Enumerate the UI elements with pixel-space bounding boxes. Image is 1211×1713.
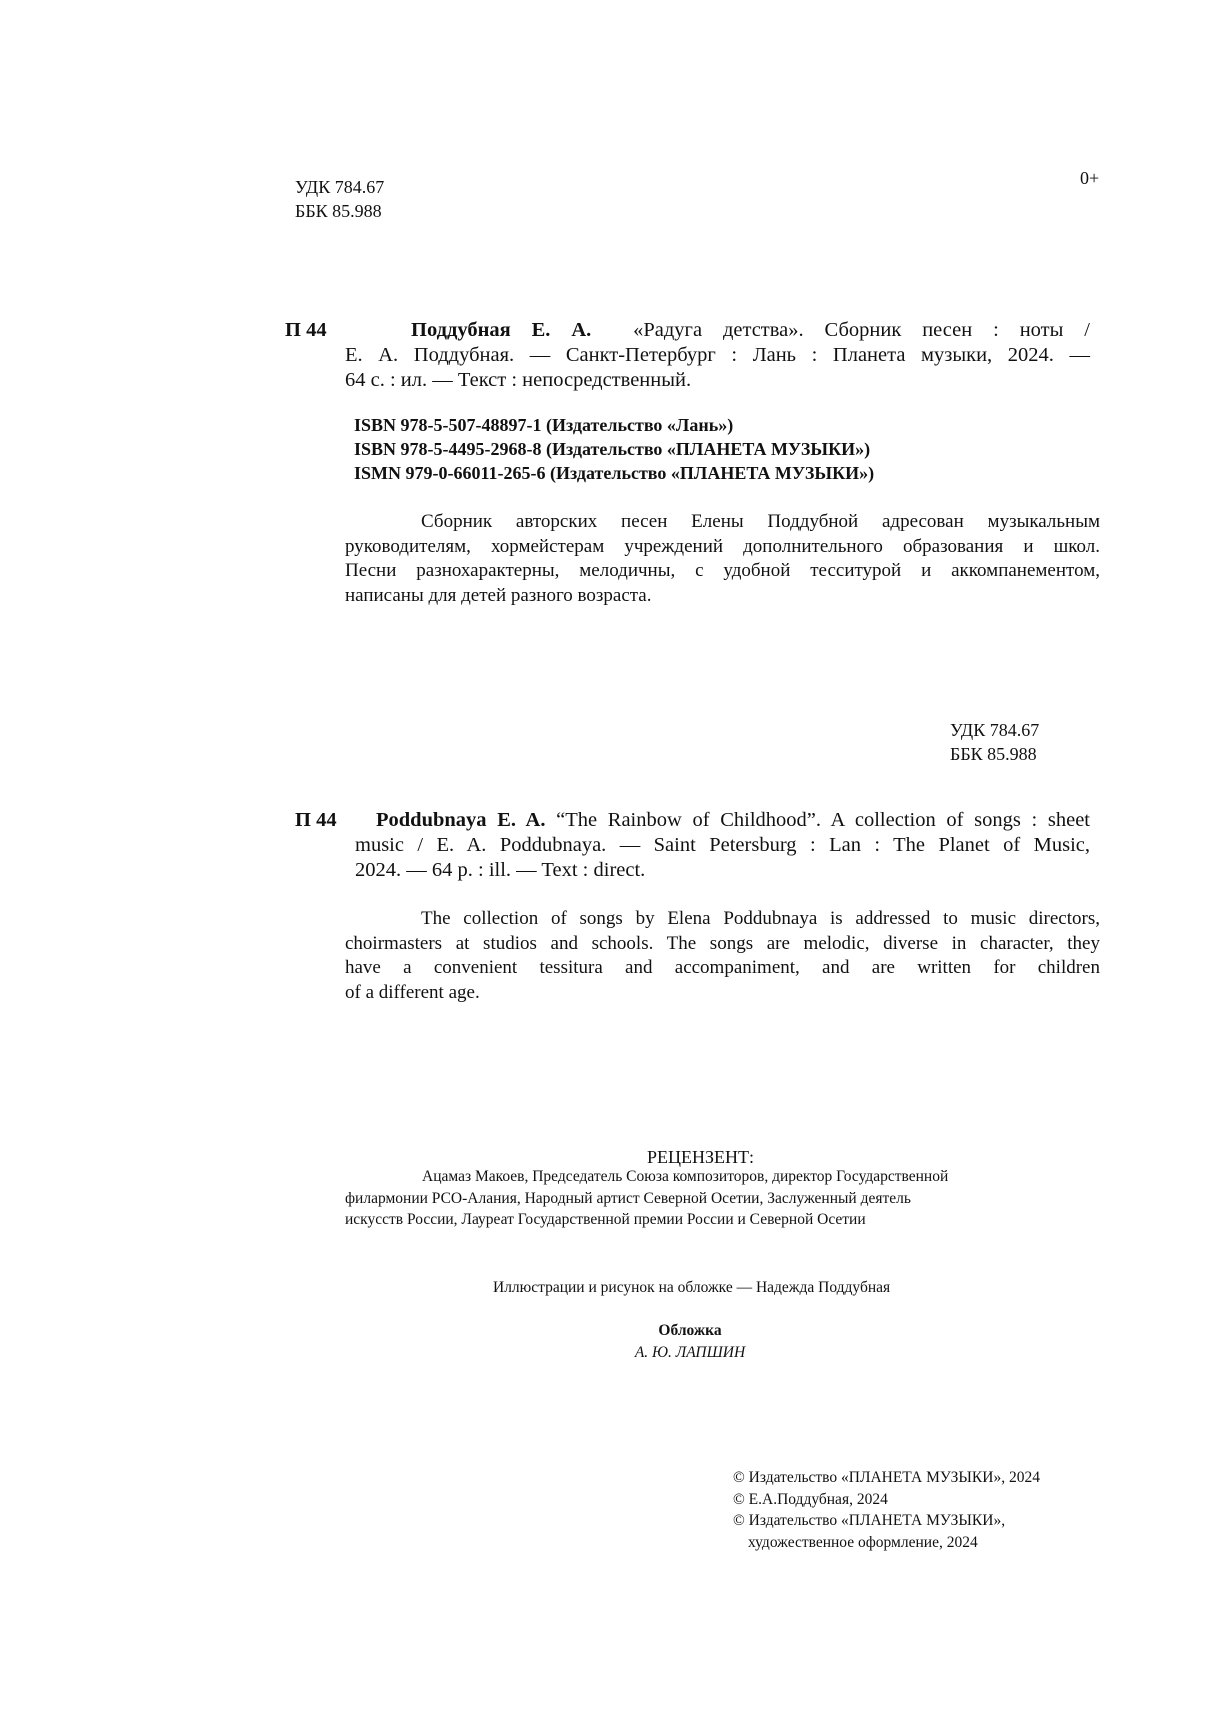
udk-code-2: УДК 784.67 <box>950 720 1040 740</box>
ru-record-line-2: Е. А. Поддубная. — Санкт-Петербург : Лань : Планета музыки, 2024. — <box>345 344 1090 366</box>
en-bibliographic-record <box>355 808 1090 883</box>
isbn-lan: ISBN 978-5-507-48897-1 (Издательство «Лань») <box>354 415 734 435</box>
age-rating: 0+ <box>1080 168 1100 188</box>
isbn-block <box>354 413 874 485</box>
en-record-title: “The Rainbow of Childhood”. A collection of songs : sheet <box>556 809 1091 831</box>
copyright-design: © Издательство «ПЛАНЕТА МУЗЫКИ», <box>733 1512 1006 1529</box>
en-record-author: Poddubnaya E. A. <box>376 809 546 831</box>
copyright-publisher: © Издательство «ПЛАНЕТА МУЗЫКИ», 2024 <box>733 1469 1040 1486</box>
isbn-planet: ISBN 978-5-4495-2968-8 (Издательство «ПЛАНЕТА МУЗЫКИ») <box>354 439 871 459</box>
reviewer-line-1: Ацамаз Макоев, Председатель Союза композиторов, директор Государственной <box>422 1168 949 1185</box>
classification-block-2 <box>950 718 1039 766</box>
en-annotation-line-3: have a convenient tessitura and accompaniment, and are written for children <box>345 957 1100 978</box>
ru-annotation-line-4: написаны для детей разного возраста. <box>345 584 652 606</box>
bbk-code-2: ББК 85.988 <box>950 744 1037 764</box>
copyright-block <box>733 1467 1040 1553</box>
reviewer-text <box>345 1166 1070 1231</box>
cover-credit <box>580 1320 800 1363</box>
en-annotation-line-4: of a different age. <box>345 981 480 1003</box>
ru-annotation-line-1: Сборник авторских песен Елены Поддубной адресован музыкальным <box>421 511 1100 532</box>
copyright-author: © Е.А.Поддубная, 2024 <box>733 1490 888 1508</box>
en-record-code: П 44 <box>295 809 337 831</box>
ru-record-line-3: 64 с. : ил. — Текст : непосредственный. <box>345 369 692 391</box>
en-record-line-2: music / E. A. Poddubnaya. — Saint Petersburg : Lan : The Planet of Music, <box>355 834 1090 856</box>
classification-block <box>295 175 384 223</box>
en-annotation-line-1: The collection of songs by Elena Poddubnaya is addressed to music directors, <box>421 908 1100 929</box>
ru-bibliographic-record <box>345 318 1090 393</box>
en-record-line-1 <box>355 808 1090 833</box>
ru-record-line-1 <box>345 318 1090 343</box>
en-annotation-line-2: choirmasters at studios and schools. The songs are melodic, diverse in character, they <box>345 932 1100 954</box>
udk-code: УДК 784.67 <box>295 177 385 197</box>
reviewer-line-2: филармонии РСО-Алания, Народный артист Северной Осетии, Заслуженный деятель <box>345 1189 911 1207</box>
reviewer-heading: РЕЦЕНЗЕНТ: <box>647 1147 755 1167</box>
ismn-planet: ISMN 979-0-66011-265-6 (Издательство «ПЛАНЕТА МУЗЫКИ») <box>354 463 875 483</box>
ru-annotation <box>345 510 1100 608</box>
ru-record-title: «Радуга детства». Сборник песен : ноты / <box>633 319 1090 341</box>
en-annotation <box>345 907 1100 1005</box>
copyright-design-line-2: художественное оформление, 2024 <box>748 1533 978 1551</box>
illustrations-credit: Иллюстрации и рисунок на обложке — Надежда Поддубная <box>493 1279 891 1296</box>
ru-record-author: Поддубная Е. А. <box>411 319 592 341</box>
ru-annotation-line-2: руководителям, хормейстерам учреждений дополнительного образования и школ. <box>345 535 1100 557</box>
cover-label: Обложка <box>658 1322 722 1339</box>
ru-record-code: П 44 <box>285 319 327 341</box>
ru-annotation-line-3: Песни разнохарактерны, мелодичны, с удобной тесситурой и аккомпанементом, <box>345 560 1100 581</box>
bbk-code: ББК 85.988 <box>295 201 382 221</box>
reviewer-line-3: искусств России, Лауреат Государственной премии России и Северной Осетии <box>345 1211 866 1228</box>
cover-designer: А. Ю. ЛАПШИН <box>634 1343 746 1361</box>
en-record-line-3: 2024. — 64 p. : ill. — Text : direct. <box>355 859 646 881</box>
